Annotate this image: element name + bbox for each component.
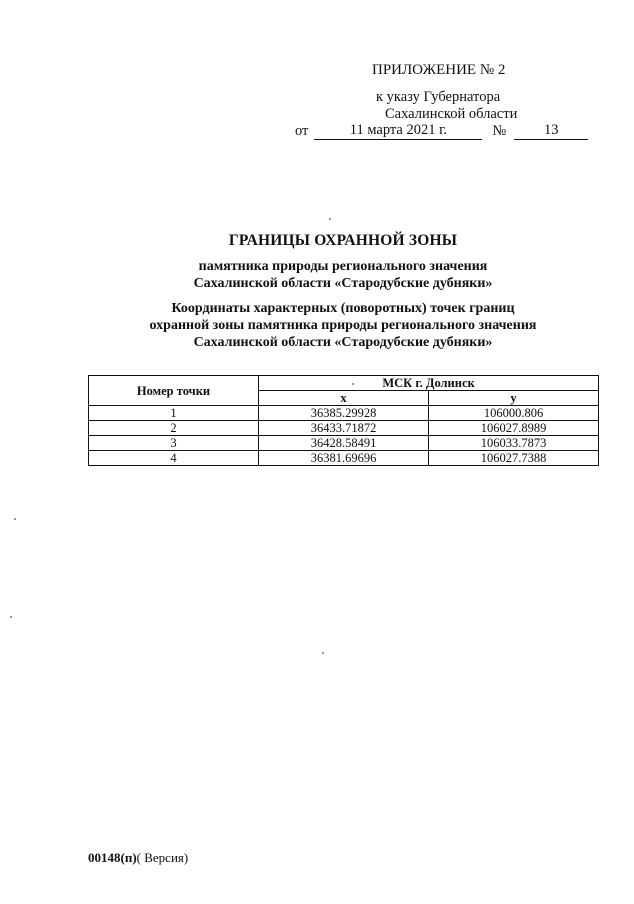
x-value: 36385.29928: [259, 406, 429, 421]
coordinates-table: [88, 375, 599, 466]
subtitle-line: памятника природы регионального значения: [198, 259, 488, 274]
table-row: [89, 436, 599, 451]
subtitle-line: Сахалинской области «Стародубские дубняки»: [193, 276, 493, 291]
scan-speck: [14, 518, 16, 520]
decree-number: 13: [514, 123, 588, 140]
x-value: 36433.71872: [259, 421, 429, 436]
point-number-header: Номер точки: [89, 376, 259, 406]
from-label: от: [295, 123, 309, 139]
table-row: [89, 451, 599, 466]
scan-speck: [352, 383, 354, 385]
point-number: 4: [89, 451, 259, 466]
y-value: 106033.7873: [429, 436, 599, 451]
table-header-row: [89, 376, 599, 391]
y-header: y: [429, 391, 599, 406]
caption-line: охранной зоны памятника природы регионального значения: [149, 318, 537, 333]
x-value: 36428.58491: [259, 436, 429, 451]
y-value: 106000.806: [429, 406, 599, 421]
document-footer: [88, 850, 188, 866]
decree-date: 11 марта 2021 г.: [314, 123, 482, 140]
coordinates-caption: [0, 300, 634, 351]
point-number: 2: [89, 421, 259, 436]
scan-speck: [10, 616, 12, 618]
scan-speck: [329, 218, 331, 220]
scan-speck: [322, 652, 324, 654]
version-label: ( Версия): [136, 850, 189, 865]
coordinate-system-header: МСК г. Долинск: [259, 376, 599, 391]
caption-line: Координаты характерных (поворотных) точек границ: [171, 301, 515, 316]
table-row: [89, 406, 599, 421]
number-label: №: [492, 123, 507, 139]
date-number-row: [295, 123, 588, 140]
decree-reference: к указу Губернатора: [376, 89, 501, 105]
point-number: 3: [89, 436, 259, 451]
appendix-heading: ПРИЛОЖЕНИЕ № 2: [372, 62, 506, 78]
region-reference: Сахалинской области: [385, 106, 518, 122]
document-title: ГРАНИЦЫ ОХРАННОЙ ЗОНЫ: [228, 232, 458, 249]
document-subtitle: [0, 258, 634, 292]
y-value: 106027.7388: [429, 451, 599, 466]
point-number: 1: [89, 406, 259, 421]
x-header: x: [259, 391, 429, 406]
caption-line: Сахалинской области «Стародубские дубняки»: [193, 335, 493, 350]
y-value: 106027.8989: [429, 421, 599, 436]
x-value: 36381.69696: [259, 451, 429, 466]
table-row: [89, 421, 599, 436]
document-code: 00148(п): [88, 850, 137, 865]
